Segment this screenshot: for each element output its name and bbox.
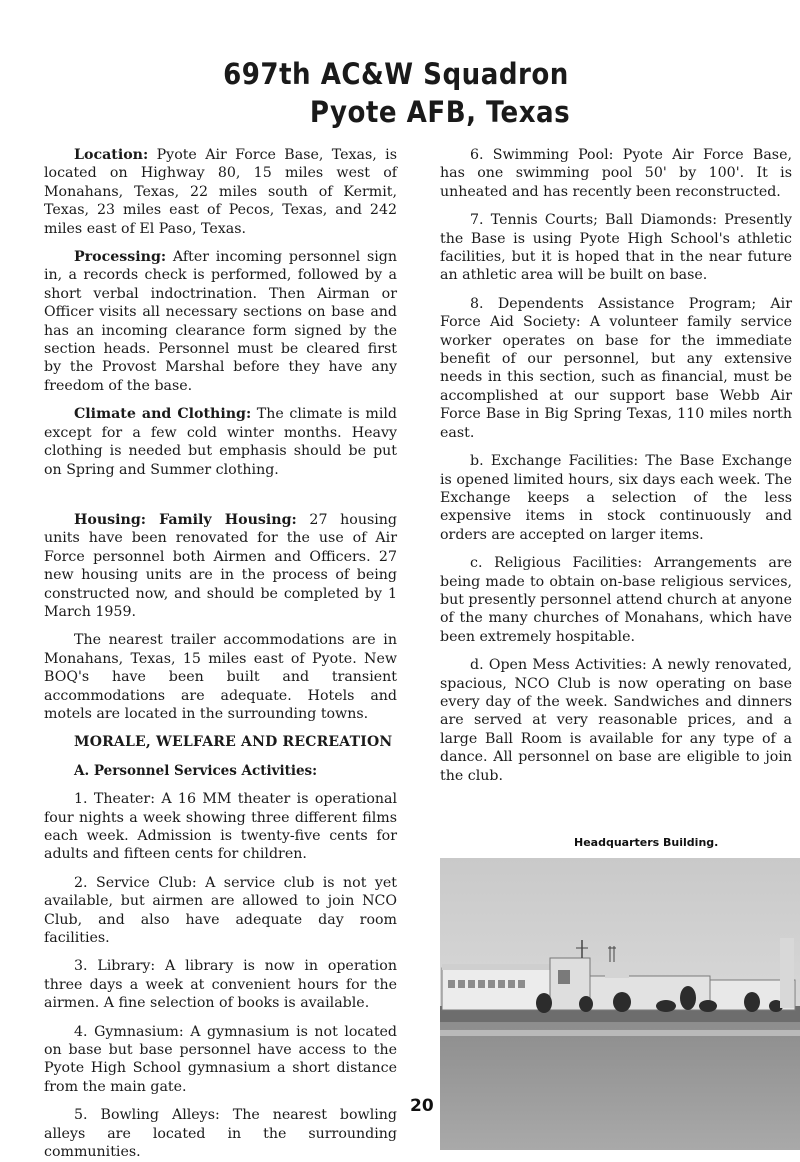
housing-paragraph (44, 511, 397, 621)
personnel-subheading: A. Personnel Services Activities: (74, 762, 318, 779)
housing-lead: Housing: Family Housing: (74, 511, 297, 528)
item-swimming-pool: 6. Swimming Pool: Pyote Air Force Base, has one swimming pool 50' by 100'. It is unheated and has recently been reconstructed. (440, 147, 792, 200)
processing-text: After incoming personnel sign in, a records check is performed, followed by a short verbal indoctrination. Then Airman or Officer visits all necessary sections on base and has an incoming clearance form signed by the section heads. Personnel must be cleared first by the Provost Marshal before they have any freedom of the base. (44, 249, 397, 394)
page-title: 697th AC&W Squadron (223, 57, 569, 91)
location-lead: Location: (74, 147, 149, 163)
location-text: Pyote Air Force Base, Texas, is located on Highway 80, 15 miles west of Monahans, Texas, 22 miles south of Kermit, Texas, 23 miles east of Pecos, Texas, and 242 miles east of El Paso, Texas. (44, 147, 397, 237)
item-religious-facilities: c. Religious Facilities: Arrangements are being made to obtain on-base religious services, but presently personnel attend church at anyone of the many churches of Monahans, which have been extremely hospitable. (440, 555, 793, 645)
item-bowling: 5. Bowling Alleys: The nearest bowling alleys are located in the surrounding communities. (44, 1107, 397, 1161)
item-library: 3. Library: A library is now in operation three days a week at convenient hours for the airmen. A fine selection of books is available. (44, 958, 397, 1012)
morale-heading: MORALE, WELFARE AND RECREATION (74, 734, 393, 751)
housing-text: 27 housing units have been renovated for the use of Air Force personnel both Airmen and Officers. 27 new housing units are in the process of being constructed now, and should be completed by 1 March 1959. (44, 511, 397, 620)
climate-paragraph (44, 405, 397, 479)
item-service-club: 2. Service Club: A service club is not yet available, but airmen are allowed to join NCO Club, and also have adequate day room facilities. (44, 874, 397, 947)
page-subtitle: Pyote AFB, Texas (309, 95, 571, 129)
item-dependents-assistance: 8. Dependents Assistance Program; Air Force Aid Society: A volunteer family service worker operates on base for the immediate benefit of our personnel, but any extensive needs in this section, such as financial, must be accomplished at our support base Webb Air Force Base in Big Spring Texas, 110 miles north east. (440, 295, 792, 441)
processing-lead: Processing: (74, 249, 167, 266)
item-theater: 1. Theater: A 16 MM theater is operational four nights a week showing three different films each week. Admission is twenty-five cents for adults and fifteen cents for children. (44, 791, 397, 863)
trailer-paragraph: The nearest trailer accommodations are in Monahans, Texas, 15 miles east of Pyote. New BOQ's have been built and transient accommodations are adequate. Hotels and motels are located in the surrounding towns. (44, 632, 397, 722)
right-column (440, 146, 792, 785)
headquarters-photo (440, 858, 800, 1150)
photo-caption: Headquarters Building. (574, 836, 719, 849)
climate-lead: Climate and Clothing: (74, 406, 252, 423)
item-open-mess: d. Open Mess Activities: A newly renovated, spacious, NCO Club is now operating on base every day of the week. Sandwiches and dinners are served at very reasonable prices, and a large Ball Room is available for any type of a dance. All personnel on base are eligible to join the club. (440, 657, 792, 784)
left-column (44, 146, 397, 1162)
processing-paragraph (44, 248, 397, 395)
item-tennis-courts: 7. Tennis Courts; Ball Diamonds: Presently the Base is using Pyote High School's athletic facilities, but it is hoped that in the near future an athletic area will be built on base. (440, 212, 792, 284)
location-paragraph (44, 146, 397, 238)
page-number: 20 (410, 1096, 434, 1116)
item-gymnasium: 4. Gymnasium: A gymnasium is not located on base but base personnel have access to the Pyote High School gymnasium a short distance from the main gate. (44, 1023, 397, 1095)
item-exchange-facilities: b. Exchange Facilities: The Base Exchange is opened limited hours, six days each week. The Exchange keeps a selection of the less expensive items in stock continuously and orders are accepted on larger items. (440, 453, 792, 543)
climate-text: The climate is mild except for a few cold winter months. Heavy clothing is needed but emphasis should be put on Spring and Summer clothing. (44, 406, 397, 478)
